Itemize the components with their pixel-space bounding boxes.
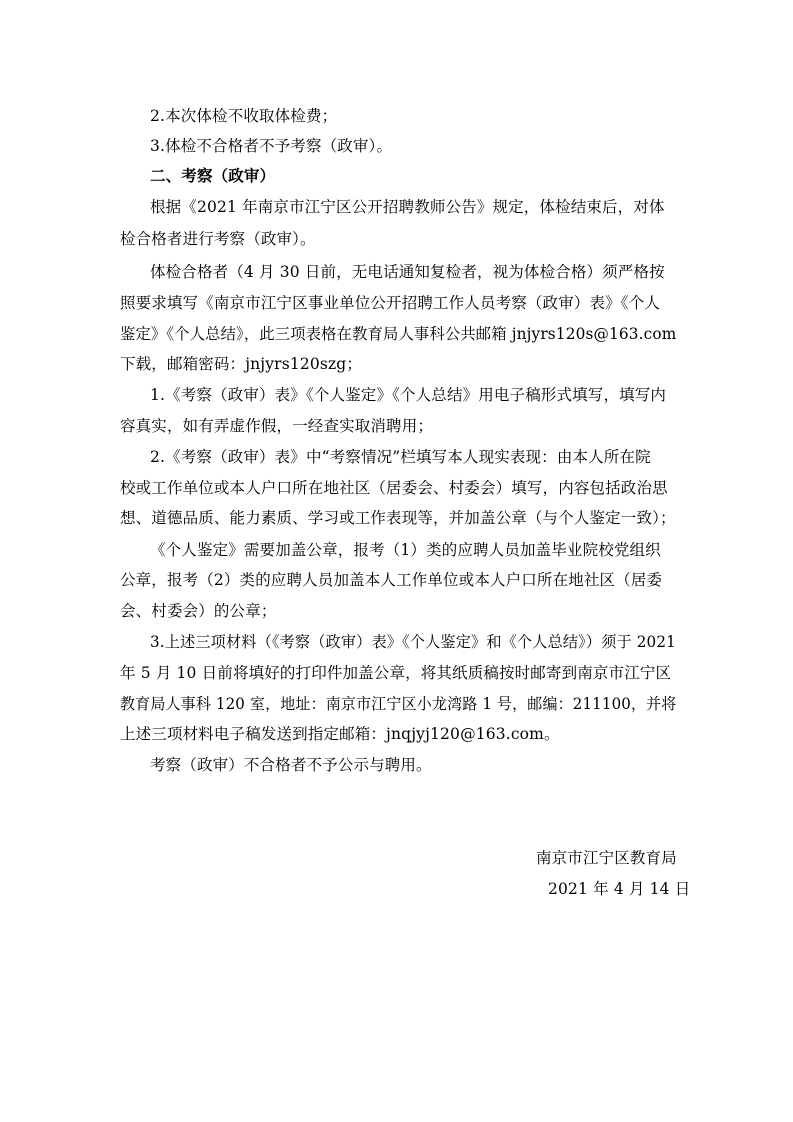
paragraph-line: 2.《考察（政审）表》中“考察情况”栏填写本人现实表现：由本人所在院	[150, 448, 651, 466]
paragraph-line: 照要求填写《南京市江宁区事业单位公开招聘工作人员考察（政审）表》《个人	[120, 294, 661, 312]
paragraph-line: 年 5 月 10 日前将填好的打印件加盖公章，将其纸质稿按时邮寄到南京市江宁区	[120, 664, 672, 682]
paragraph-line: 检合格者进行考察（政审）。	[120, 230, 316, 248]
paragraph-line: 教育局人事科 120 室，地址：南京市江宁区小龙湾路 1 号，邮编：211100，并将	[120, 695, 677, 713]
signature-organization: 南京市江宁区教育局	[536, 849, 677, 867]
paragraph-line: 3.上述三项材料（《考察（政审）表》《个人鉴定》和《个人总结》）须于 2021	[150, 633, 676, 651]
paragraph-line: 公章，报考（2）类的应聘人员加盖本人工作单位或本人户口所在地社区（居委	[120, 571, 663, 589]
paragraph-line: 体检合格者（4 月 30 日前，无电话通知复检者，视为体检合格）须严格按	[150, 263, 665, 281]
paragraph-line: 3.体检不合格者不予考察（政审）。	[150, 137, 393, 155]
paragraph-line: 上述三项材料电子稿发送到指定邮箱：jnqjyj120@163.com。	[120, 725, 560, 743]
paragraph-line: 会、村委会）的公章；	[120, 602, 277, 620]
paragraph-line: 根据《2021 年南京市江宁区公开招聘教师公告》规定，体检结束后，对体	[150, 198, 665, 216]
paragraph-line: 2.本次体检不收取体检费；	[150, 107, 338, 125]
paragraph-line: 校或工作单位或本人户口所在地社区（居委会、村委会）填写，内容包括政治思	[120, 479, 668, 497]
paragraph-line: 1.《考察（政审）表》《个人鉴定》《个人总结》用电子稿形式填写，填写内	[150, 386, 667, 404]
paragraph-line: 鉴定》《个人总结》，此三项表格在教育局人事科公共邮箱 jnjyrs120s@163.com	[120, 325, 677, 343]
paragraph-line: 《个人鉴定》需要加盖公章，报考（1）类的应聘人员加盖毕业院校党组织	[150, 541, 661, 559]
section-heading: 二、考察（政审）	[150, 166, 276, 185]
paragraph-line: 考察（政审）不合格者不予公示与聘用。	[150, 756, 432, 774]
paragraph-line: 想、道德品质、能力素质、学习或工作表现等，并加盖公章（与个人鉴定一致）；	[120, 509, 676, 527]
paragraph-line: 下载，邮箱密码：jnjyrs120szg；	[120, 355, 362, 373]
paragraph-line: 容真实，如有弄虚作假，一经查实取消聘用；	[120, 417, 434, 435]
signature-date: 2021 年 4 月 14 日	[548, 880, 691, 898]
